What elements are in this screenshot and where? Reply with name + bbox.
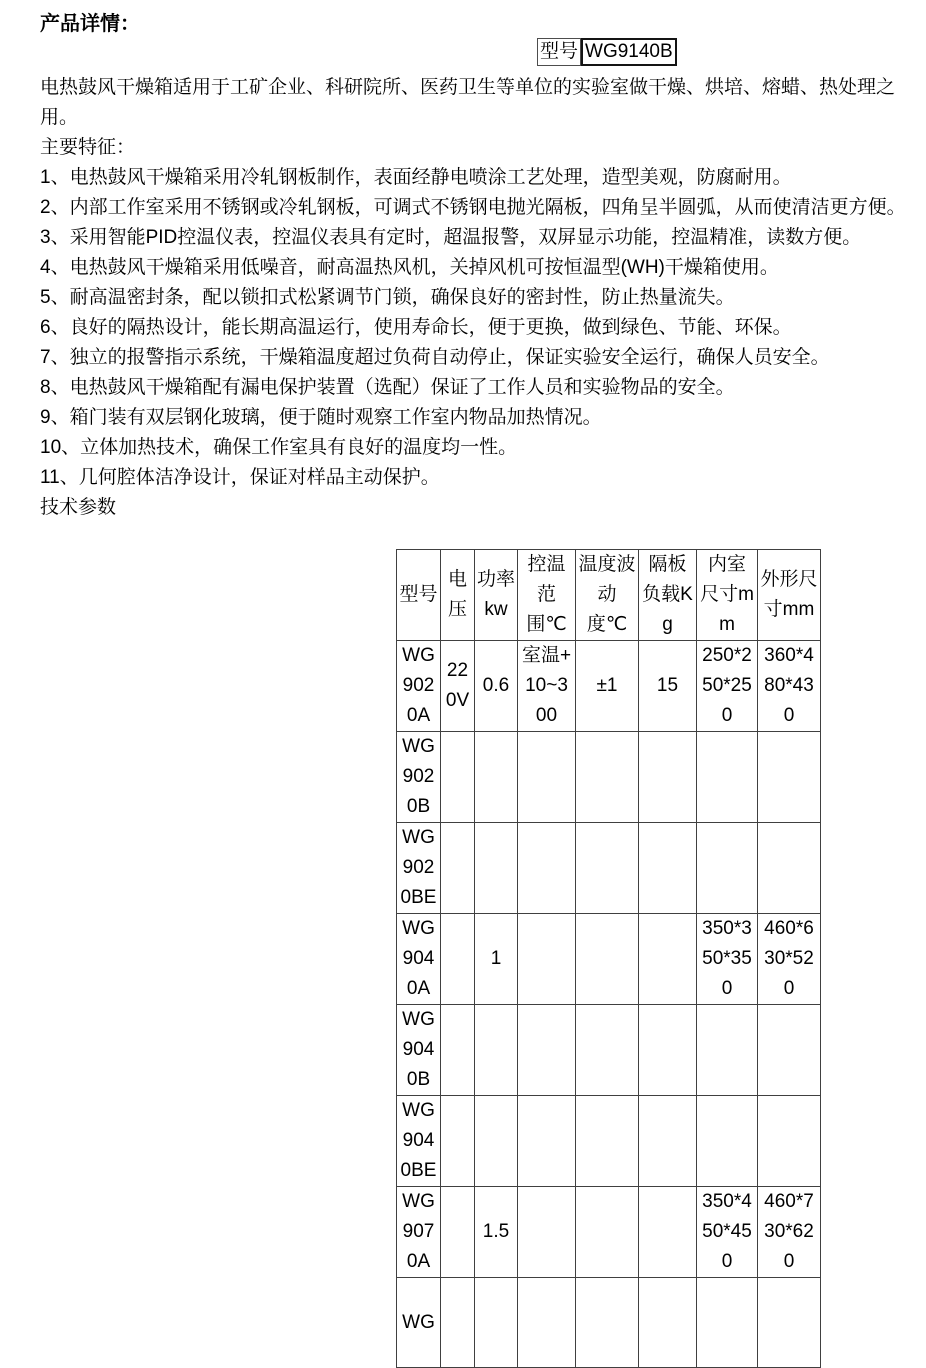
cell-outer-size: 460*730*620 bbox=[758, 1187, 821, 1278]
header-inner-size: 内室尺寸mm bbox=[697, 550, 758, 641]
feature-item-3: 3、采用智能PID控温仪表，控温仪表具有定时，超温报警，双屏显示功能，控温精准，读数方便。 bbox=[40, 227, 862, 248]
cell-inner-size bbox=[697, 823, 758, 914]
table-row bbox=[397, 732, 821, 823]
cell-temp-fluctuation bbox=[576, 1005, 639, 1096]
cell-voltage: 220V bbox=[441, 641, 475, 732]
features-heading: 主要特征： bbox=[40, 137, 136, 158]
table-row bbox=[397, 914, 821, 1005]
header-temp-fluctuation: 温度波动度℃ bbox=[576, 550, 639, 641]
header-temp-range: 控温范围℃ bbox=[518, 550, 576, 641]
feature-item-5: 5、耐高温密封条，配以锁扣式松紧调节门锁，确保良好的密封性，防止热量流失。 bbox=[40, 287, 735, 308]
table-row bbox=[397, 823, 821, 914]
cell-power bbox=[475, 732, 518, 823]
cell-temp-fluctuation: ±1 bbox=[576, 641, 639, 732]
cell-power bbox=[475, 1096, 518, 1187]
cell-model: WG9040B bbox=[397, 1005, 441, 1096]
cell-outer-size bbox=[758, 1278, 821, 1368]
cell-inner-size: 250*250*250 bbox=[697, 641, 758, 732]
cell-temp-range bbox=[518, 823, 576, 914]
cell-inner-size bbox=[697, 1278, 758, 1368]
cell-temp-range bbox=[518, 732, 576, 823]
cell-temp-fluctuation bbox=[576, 1096, 639, 1187]
model-box bbox=[537, 38, 677, 66]
intro-text: 电热鼓风干燥箱适用于工矿企业、科研院所、医药卫生等单位的实验室做干燥、烘培、熔蜡、热处理之用。 bbox=[40, 77, 896, 128]
tech-params-heading: 技术参数 bbox=[40, 497, 117, 518]
cell-temp-fluctuation bbox=[576, 732, 639, 823]
cell-outer-size: 460*630*520 bbox=[758, 914, 821, 1005]
feature-item-7: 7、独立的报警指示系统，干燥箱温度超过负荷自动停止，保证实验安全运行，确保人员安全。 bbox=[40, 347, 830, 368]
table-row bbox=[397, 1005, 821, 1096]
cell-temp-range bbox=[518, 1278, 576, 1368]
cell-temp-range bbox=[518, 914, 576, 1005]
cell-voltage bbox=[441, 1096, 475, 1187]
cell-inner-size bbox=[697, 1005, 758, 1096]
table-row bbox=[397, 1187, 821, 1278]
table-row bbox=[397, 641, 821, 732]
header-shelf-load: 隔板负载Kg bbox=[639, 550, 697, 641]
cell-outer-size bbox=[758, 1096, 821, 1187]
cell-power bbox=[475, 823, 518, 914]
cell-shelf-load bbox=[639, 1096, 697, 1187]
cell-inner-size bbox=[697, 732, 758, 823]
cell-voltage bbox=[441, 1278, 475, 1368]
cell-temp-fluctuation bbox=[576, 1187, 639, 1278]
cell-power: 1.5 bbox=[475, 1187, 518, 1278]
header-outer-size: 外形尺寸mm bbox=[758, 550, 821, 641]
table-header-row bbox=[397, 550, 821, 641]
header-voltage: 电压 bbox=[441, 550, 475, 641]
cell-model: WG bbox=[397, 1278, 441, 1368]
spec-table bbox=[396, 549, 821, 1368]
header-model: 型号 bbox=[397, 550, 441, 641]
cell-shelf-load bbox=[639, 914, 697, 1005]
cell-voltage bbox=[441, 1187, 475, 1278]
page-title: 产品详情： bbox=[40, 13, 140, 35]
cell-model: WG9040BE bbox=[397, 1096, 441, 1187]
cell-inner-size bbox=[697, 1096, 758, 1187]
feature-item-2: 2、内部工作室采用不锈钢或冷轧钢板，可调式不锈钢电抛光隔板，四角呈半圆弧，从而使清洁更方便。 bbox=[40, 197, 906, 218]
cell-shelf-load bbox=[639, 1278, 697, 1368]
cell-temp-fluctuation bbox=[576, 914, 639, 1005]
cell-power bbox=[475, 1005, 518, 1096]
cell-shelf-load bbox=[639, 1005, 697, 1096]
cell-outer-size bbox=[758, 732, 821, 823]
feature-item-9: 9、箱门装有双层钢化玻璃，便于随时观察工作室内物品加热情况。 bbox=[40, 407, 602, 428]
cell-temp-range: 室温+10~300 bbox=[518, 641, 576, 732]
cell-voltage bbox=[441, 914, 475, 1005]
cell-model: WG9020B bbox=[397, 732, 441, 823]
cell-inner-size: 350*450*450 bbox=[697, 1187, 758, 1278]
cell-temp-range bbox=[518, 1005, 576, 1096]
cell-outer-size: 360*480*430 bbox=[758, 641, 821, 732]
cell-inner-size: 350*350*350 bbox=[697, 914, 758, 1005]
cell-model: WG9020BE bbox=[397, 823, 441, 914]
cell-outer-size bbox=[758, 1005, 821, 1096]
product-detail-page bbox=[0, 12, 926, 1368]
cell-model: WG9040A bbox=[397, 914, 441, 1005]
cell-voltage bbox=[441, 823, 475, 914]
cell-temp-range bbox=[518, 1187, 576, 1278]
cell-shelf-load bbox=[639, 823, 697, 914]
cell-temp-range bbox=[518, 1096, 576, 1187]
feature-item-10: 10、立体加热技术，确保工作室具有良好的温度均一性。 bbox=[40, 437, 518, 458]
feature-item-6: 6、良好的隔热设计，能长期高温运行，使用寿命长，便于更换，做到绿色、节能、环保。 bbox=[40, 317, 792, 338]
feature-item-4: 4、电热鼓风干燥箱采用低噪音，耐高温热风机，关掉风机可按恒温型(WH)干燥箱使用。 bbox=[40, 257, 779, 278]
table-row bbox=[397, 1096, 821, 1187]
model-value: WG9140B bbox=[581, 38, 677, 66]
cell-model: WG9070A bbox=[397, 1187, 441, 1278]
cell-shelf-load bbox=[639, 1187, 697, 1278]
table-row bbox=[397, 1278, 821, 1368]
cell-model: WG9020A bbox=[397, 641, 441, 732]
cell-shelf-load: 15 bbox=[639, 641, 697, 732]
model-label: 型号 bbox=[537, 38, 581, 66]
feature-item-1: 1、电热鼓风干燥箱采用冷轧钢板制作，表面经静电喷涂工艺处理，造型美观，防腐耐用。 bbox=[40, 167, 792, 188]
cell-shelf-load bbox=[639, 732, 697, 823]
header-power: 功率kw bbox=[475, 550, 518, 641]
feature-item-11: 11、几何腔体洁净设计，保证对样品主动保护。 bbox=[40, 467, 440, 488]
cell-power: 0.6 bbox=[475, 641, 518, 732]
cell-temp-fluctuation bbox=[576, 823, 639, 914]
cell-temp-fluctuation bbox=[576, 1278, 639, 1368]
cell-power bbox=[475, 1278, 518, 1368]
cell-voltage bbox=[441, 1005, 475, 1096]
cell-power: 1 bbox=[475, 914, 518, 1005]
cell-outer-size bbox=[758, 823, 821, 914]
cell-voltage bbox=[441, 732, 475, 823]
feature-item-8: 8、电热鼓风干燥箱配有漏电保护装置（选配）保证了工作人员和实验物品的安全。 bbox=[40, 377, 735, 398]
